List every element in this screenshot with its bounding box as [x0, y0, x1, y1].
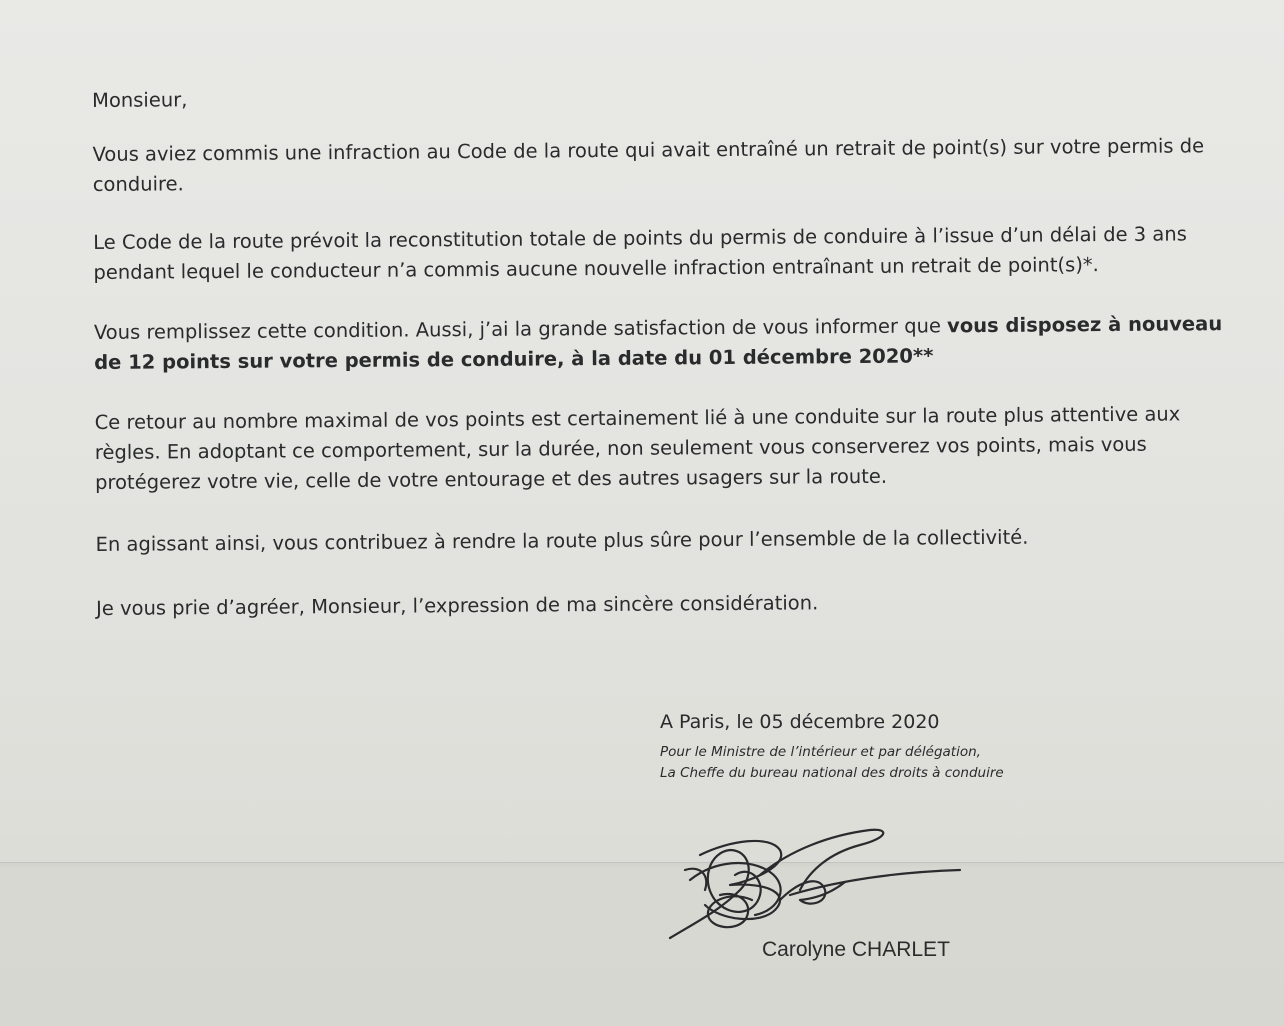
p1-line1-text: Vous aviez commis une infraction au Code de la route qui avait entraîné un retrait de point(s) sur votre permis de	[92, 134, 1205, 166]
paragraph-4-line-1: Ce retour au nombre maximal de vos points est certainement lié à une conduite sur la route plus attentive aux	[94, 402, 1181, 434]
paragraph-3-line-2: de 12 points sur votre permis de conduire, à la date du 01 décembre 2020**	[94, 344, 934, 374]
signer-name: Carolyne CHARLET	[762, 938, 950, 961]
salutation: Monsieur,	[92, 88, 188, 112]
paragraph-1-line-2: conduire.	[92, 172, 184, 196]
p3-normal-text: Vous remplissez cette condition. Aussi, j’ai la grande satisfaction de vous informer que	[93, 314, 948, 344]
delegation-line-1: Pour le Ministre de l’intérieur et par délégation,	[660, 744, 981, 760]
place-and-date: A Paris, le 05 décembre 2020	[660, 711, 940, 733]
handwritten-signature	[660, 820, 970, 950]
p3-bold-text: vous disposez à nouveau	[947, 312, 1223, 338]
paragraph-6-closing: Je vous prie d’agréer, Monsieur, l’expression de ma sincère considération.	[96, 591, 819, 620]
delegation-line-2: La Cheffe du bureau national des droits à conduire	[660, 765, 1004, 781]
paragraph-4-line-2: règles. En adoptant ce comportement, sur la durée, non seulement vous conserverez vos points, mais vous	[94, 432, 1147, 464]
paragraph-4-line-3: protégerez votre vie, celle de votre entourage et des autres usagers sur la route.	[95, 464, 888, 494]
paragraph-2-line-1: Le Code de la route prévoit la reconstitution totale de points du permis de conduire à l’issue d’un délai de 3 ans	[93, 222, 1187, 254]
paragraph-2-line-2: pendant lequel le conducteur n’a commis aucune nouvelle infraction entraînant un retrait de point(s)*.	[93, 253, 1099, 284]
paragraph-5: En agissant ainsi, vous contribuez à rendre la route plus sûre pour l’ensemble de la collectivité.	[95, 525, 1029, 556]
